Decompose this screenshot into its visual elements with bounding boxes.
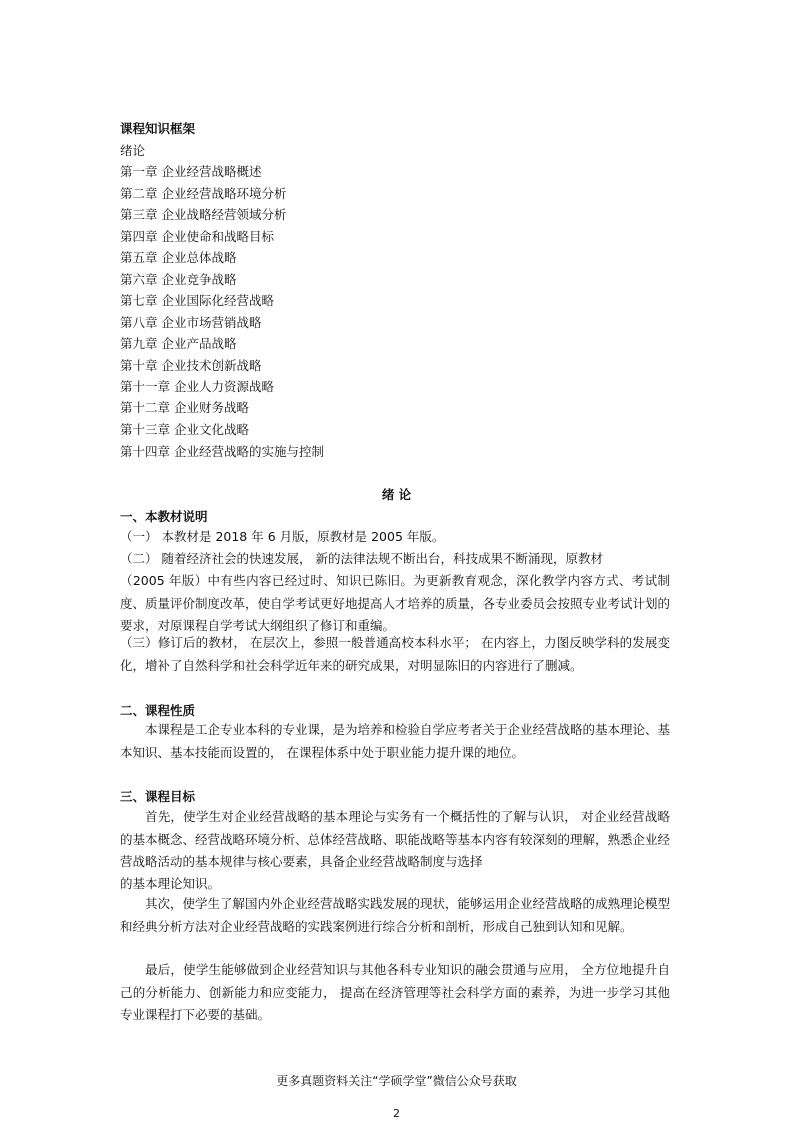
section-3-para-3: 最后，使学生能够做到企业经营知识与其他各科专业知识的融会贯通与应用， 全方位地提升自己的分析能力、创新能力和应变能力， 提高在经济管理等社会科学方面的素养，为进一步学习其他专业课程打下必要的基础。 [120,962,670,1022]
toc-item-ch6: 第六章 企业竞争战略 [120,272,237,287]
toc-item-ch11: 第十一章 企业人力资源战略 [120,379,274,394]
intro-title: 绪 论 [381,487,412,502]
section-1-para-1: （一） 本教材是 2018 年 6 月版，原教材是 2005 年版。 [120,529,445,544]
toc-item-ch9: 第九章 企业产品战略 [120,336,237,351]
toc-item-ch4: 第四章 企业使命和战略目标 [120,229,274,244]
toc-item-ch3: 第三章 企业战略经营领域分析 [120,207,287,222]
toc-item-ch1: 第一章 企业经营战略概述 [120,164,262,179]
toc-item-ch8: 第八章 企业市场营销战略 [120,315,262,330]
section-3-para-1b: 的基本理论知识。 [120,876,221,891]
toc-item-ch10: 第十章 企业技术创新战略 [120,358,262,373]
footer-note: 更多真题资料关注“学硕学堂”微信公众号获取 [276,1074,517,1088]
toc-item-ch13: 第十三章 企业文化战略 [120,422,249,437]
section-2-para-1: 本课程是工企专业本科的专业课，是为培养和检验自学应考者关于企业经营战略的基本理论、基本知识、基本技能而设置的， 在课程体系中处于职业能力提升课的地位。 [120,722,671,760]
toc-item-ch12: 第十二章 企业财务战略 [120,400,249,415]
section-3-para-1a: 首先，使学生对企业经营战略的基本理论与实务有一个概括性的了解与认识， 对企业经营战略的基本概念、经营战略环境分析、总体经营战略、职能战略等基本内容有较深刻的理解，熟悉企业经营战略活动的基本规律与核心要素，具备企业经营战略制度与选择 [120,809,671,869]
section-3-heading: 三、课程目标 [120,789,196,804]
toc-item-ch5: 第五章 企业总体战略 [120,250,237,265]
toc-item-intro: 绪论 [120,143,146,158]
toc-heading: 课程知识框架 [120,121,196,136]
section-3-para-2: 其次，使学生了解国内外企业经营战略实践发展的现状，能够运用企业经营战略的成熟理论模型和经典分析方法对企业经营战略的实践案例进行综合分析和剖析，形成自己独到认知和见解。 [120,896,671,934]
section-1-para-3: （三）修订后的教材， 在层次上，参照一般普通高校本科水平； 在内容上，力图反映学科的发展变化，增补了自然科学和社会科学近年来的研究成果，对明显陈旧的内容进行了删减。 [120,635,670,673]
section-1-heading: 一、本教材说明 [120,509,208,524]
section-1-para-2a: （二） 随着经济社会的快速发展， 新的法律法规不断出台，科技成果不断涌现，原教材 [120,551,603,566]
toc-item-ch2: 第二章 企业经营战略环境分析 [120,186,287,201]
toc-item-ch14: 第十四章 企业经营战略的实施与控制 [120,444,324,459]
page-number: 2 [393,1107,400,1120]
toc-item-ch7: 第七章 企业国际化经营战略 [120,293,274,308]
section-2-heading: 二、课程性质 [120,703,196,718]
section-1-para-2b: （2005 年版）中有些内容已经过时、知识已陈旧。为更新教育观念，深化教学内容方式、考试制度、质量评价制度改革，使自学考试更好地提高人才培养的质量，各专业委员会按照专业考试计划的要求，对原课程自学考试大纲组织了修订和重编。 [120,573,671,633]
